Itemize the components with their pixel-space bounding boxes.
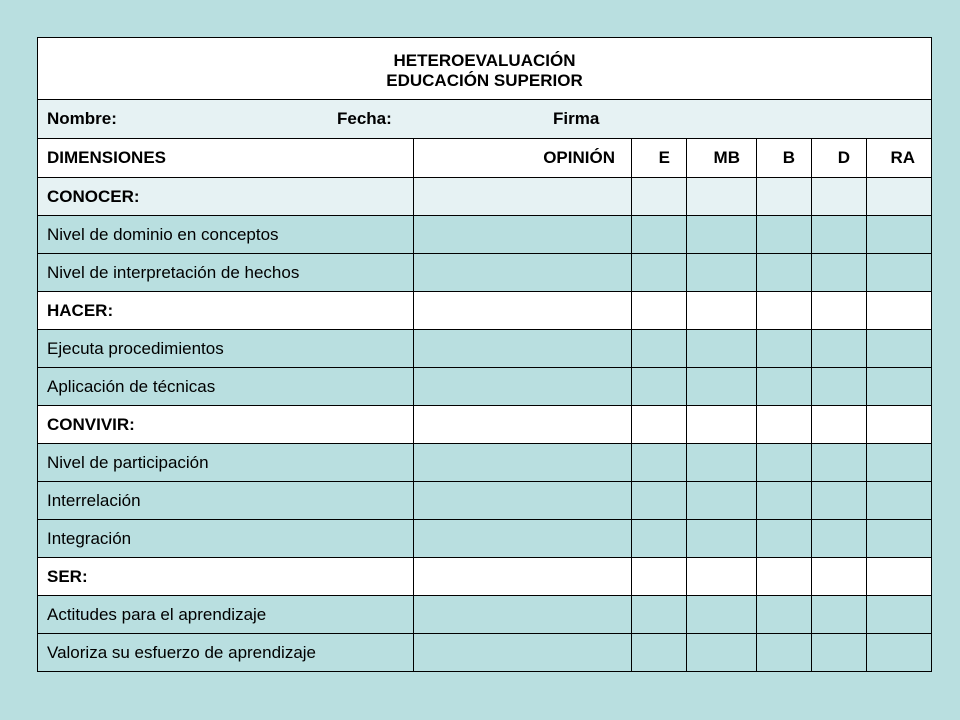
grade-e-cell[interactable]	[632, 482, 687, 520]
title-line-1: HETEROEVALUACIÓN	[393, 50, 576, 70]
grade-d-cell[interactable]	[812, 482, 867, 520]
signature-label: Firma	[553, 109, 600, 128]
col-opinion: OPINIÓN	[414, 139, 632, 178]
grade-e-cell[interactable]	[632, 596, 687, 634]
grade-b-cell[interactable]	[757, 558, 812, 596]
grade-ra-cell[interactable]	[867, 178, 932, 216]
grade-b-cell[interactable]	[757, 634, 812, 672]
opinion-cell[interactable]	[414, 482, 632, 520]
table-row	[38, 520, 932, 558]
date-label: Fecha:	[337, 109, 392, 128]
grade-ra-cell[interactable]	[867, 292, 932, 330]
grade-ra-cell[interactable]	[867, 254, 932, 292]
grade-d-cell[interactable]	[812, 558, 867, 596]
row-label: Actitudes para el aprendizaje	[38, 596, 414, 634]
grade-b-cell[interactable]	[757, 482, 812, 520]
table-row-conocer	[38, 178, 932, 216]
opinion-cell[interactable]	[414, 254, 632, 292]
grade-d-cell[interactable]	[812, 368, 867, 406]
grade-d-cell[interactable]	[812, 596, 867, 634]
grade-mb-cell[interactable]	[687, 254, 757, 292]
grade-d-cell[interactable]	[812, 330, 867, 368]
grade-mb-cell[interactable]	[687, 216, 757, 254]
grade-mb-cell[interactable]	[687, 178, 757, 216]
row-label: Nivel de participación	[38, 444, 414, 482]
grade-e-cell[interactable]	[632, 520, 687, 558]
row-label: Valoriza su esfuerzo de aprendizaje	[38, 634, 414, 672]
table-row-convivir	[38, 406, 932, 444]
row-label: Nivel de dominio en conceptos	[38, 216, 414, 254]
grade-mb-cell[interactable]	[687, 368, 757, 406]
opinion-cell[interactable]	[414, 368, 632, 406]
row-label: SER:	[38, 558, 414, 596]
row-label: Aplicación de técnicas	[38, 368, 414, 406]
title-row	[38, 38, 932, 100]
grade-mb-cell[interactable]	[687, 292, 757, 330]
grade-ra-cell[interactable]	[867, 520, 932, 558]
table-row	[38, 216, 932, 254]
grade-ra-cell[interactable]	[867, 558, 932, 596]
grade-b-cell[interactable]	[757, 330, 812, 368]
grade-b-cell[interactable]	[757, 216, 812, 254]
grade-e-cell[interactable]	[632, 444, 687, 482]
grade-e-cell[interactable]	[632, 368, 687, 406]
opinion-cell[interactable]	[414, 178, 632, 216]
grade-b-cell[interactable]	[757, 368, 812, 406]
grade-mb-cell[interactable]	[687, 596, 757, 634]
grade-mb-cell[interactable]	[687, 482, 757, 520]
grade-mb-cell[interactable]	[687, 444, 757, 482]
table-row	[38, 482, 932, 520]
row-label: Interrelación	[38, 482, 414, 520]
grade-ra-cell[interactable]	[867, 330, 932, 368]
table-title	[38, 38, 932, 100]
grade-d-cell[interactable]	[812, 406, 867, 444]
grade-d-cell[interactable]	[812, 216, 867, 254]
grade-mb-cell[interactable]	[687, 330, 757, 368]
row-label: HACER:	[38, 292, 414, 330]
opinion-cell[interactable]	[414, 292, 632, 330]
table-row	[38, 444, 932, 482]
grade-ra-cell[interactable]	[867, 368, 932, 406]
grade-e-cell[interactable]	[632, 216, 687, 254]
name-label: Nombre:	[47, 109, 117, 128]
opinion-cell[interactable]	[414, 330, 632, 368]
row-label: CONVIVIR:	[38, 406, 414, 444]
grade-d-cell[interactable]	[812, 254, 867, 292]
table-row	[38, 330, 932, 368]
grade-ra-cell[interactable]	[867, 406, 932, 444]
grade-b-cell[interactable]	[757, 520, 812, 558]
grade-b-cell[interactable]	[757, 178, 812, 216]
evaluation-table	[37, 37, 932, 672]
table-row	[38, 254, 932, 292]
opinion-cell[interactable]	[414, 216, 632, 254]
grade-d-cell[interactable]	[812, 444, 867, 482]
grade-mb-cell[interactable]	[687, 406, 757, 444]
grade-e-cell[interactable]	[632, 406, 687, 444]
opinion-cell[interactable]	[414, 406, 632, 444]
opinion-cell[interactable]	[414, 634, 632, 672]
grade-b-cell[interactable]	[757, 444, 812, 482]
grade-b-cell[interactable]	[757, 292, 812, 330]
opinion-cell[interactable]	[414, 596, 632, 634]
grade-e-cell[interactable]	[632, 330, 687, 368]
table-row	[38, 368, 932, 406]
grade-d-cell[interactable]	[812, 520, 867, 558]
grade-e-cell[interactable]	[632, 254, 687, 292]
grade-mb-cell[interactable]	[687, 634, 757, 672]
grade-ra-cell[interactable]	[867, 482, 932, 520]
row-label: Integración	[38, 520, 414, 558]
grade-e-cell[interactable]	[632, 178, 687, 216]
grade-d-cell[interactable]	[812, 634, 867, 672]
column-header-row	[38, 139, 932, 178]
grade-ra-cell[interactable]	[867, 596, 932, 634]
table-row	[38, 634, 932, 672]
row-label: CONOCER:	[38, 178, 414, 216]
grade-b-cell[interactable]	[757, 406, 812, 444]
col-mb: MB	[687, 139, 757, 178]
title-line-2: EDUCACIÓN SUPERIOR	[386, 70, 583, 90]
grade-e-cell[interactable]	[632, 292, 687, 330]
grade-e-cell[interactable]	[632, 634, 687, 672]
opinion-cell[interactable]	[414, 444, 632, 482]
grade-d-cell[interactable]	[812, 292, 867, 330]
table-row	[38, 596, 932, 634]
grade-b-cell[interactable]	[757, 254, 812, 292]
col-e: E	[632, 139, 687, 178]
grade-b-cell[interactable]	[757, 596, 812, 634]
opinion-cell[interactable]	[414, 520, 632, 558]
grade-mb-cell[interactable]	[687, 558, 757, 596]
table-row-ser	[38, 558, 932, 596]
col-b: B	[757, 139, 812, 178]
grade-ra-cell[interactable]	[867, 216, 932, 254]
grade-e-cell[interactable]	[632, 558, 687, 596]
opinion-cell[interactable]	[414, 558, 632, 596]
col-d: D	[812, 139, 867, 178]
info-cell	[38, 100, 932, 139]
grade-ra-cell[interactable]	[867, 444, 932, 482]
row-label: Nivel de interpretación de hechos	[38, 254, 414, 292]
info-row	[38, 100, 932, 139]
grade-mb-cell[interactable]	[687, 520, 757, 558]
col-dimensions: DIMENSIONES	[38, 139, 414, 178]
table-row-hacer	[38, 292, 932, 330]
col-ra: RA	[867, 139, 932, 178]
grade-d-cell[interactable]	[812, 178, 867, 216]
row-label: Ejecuta procedimientos	[38, 330, 414, 368]
grade-ra-cell[interactable]	[867, 634, 932, 672]
